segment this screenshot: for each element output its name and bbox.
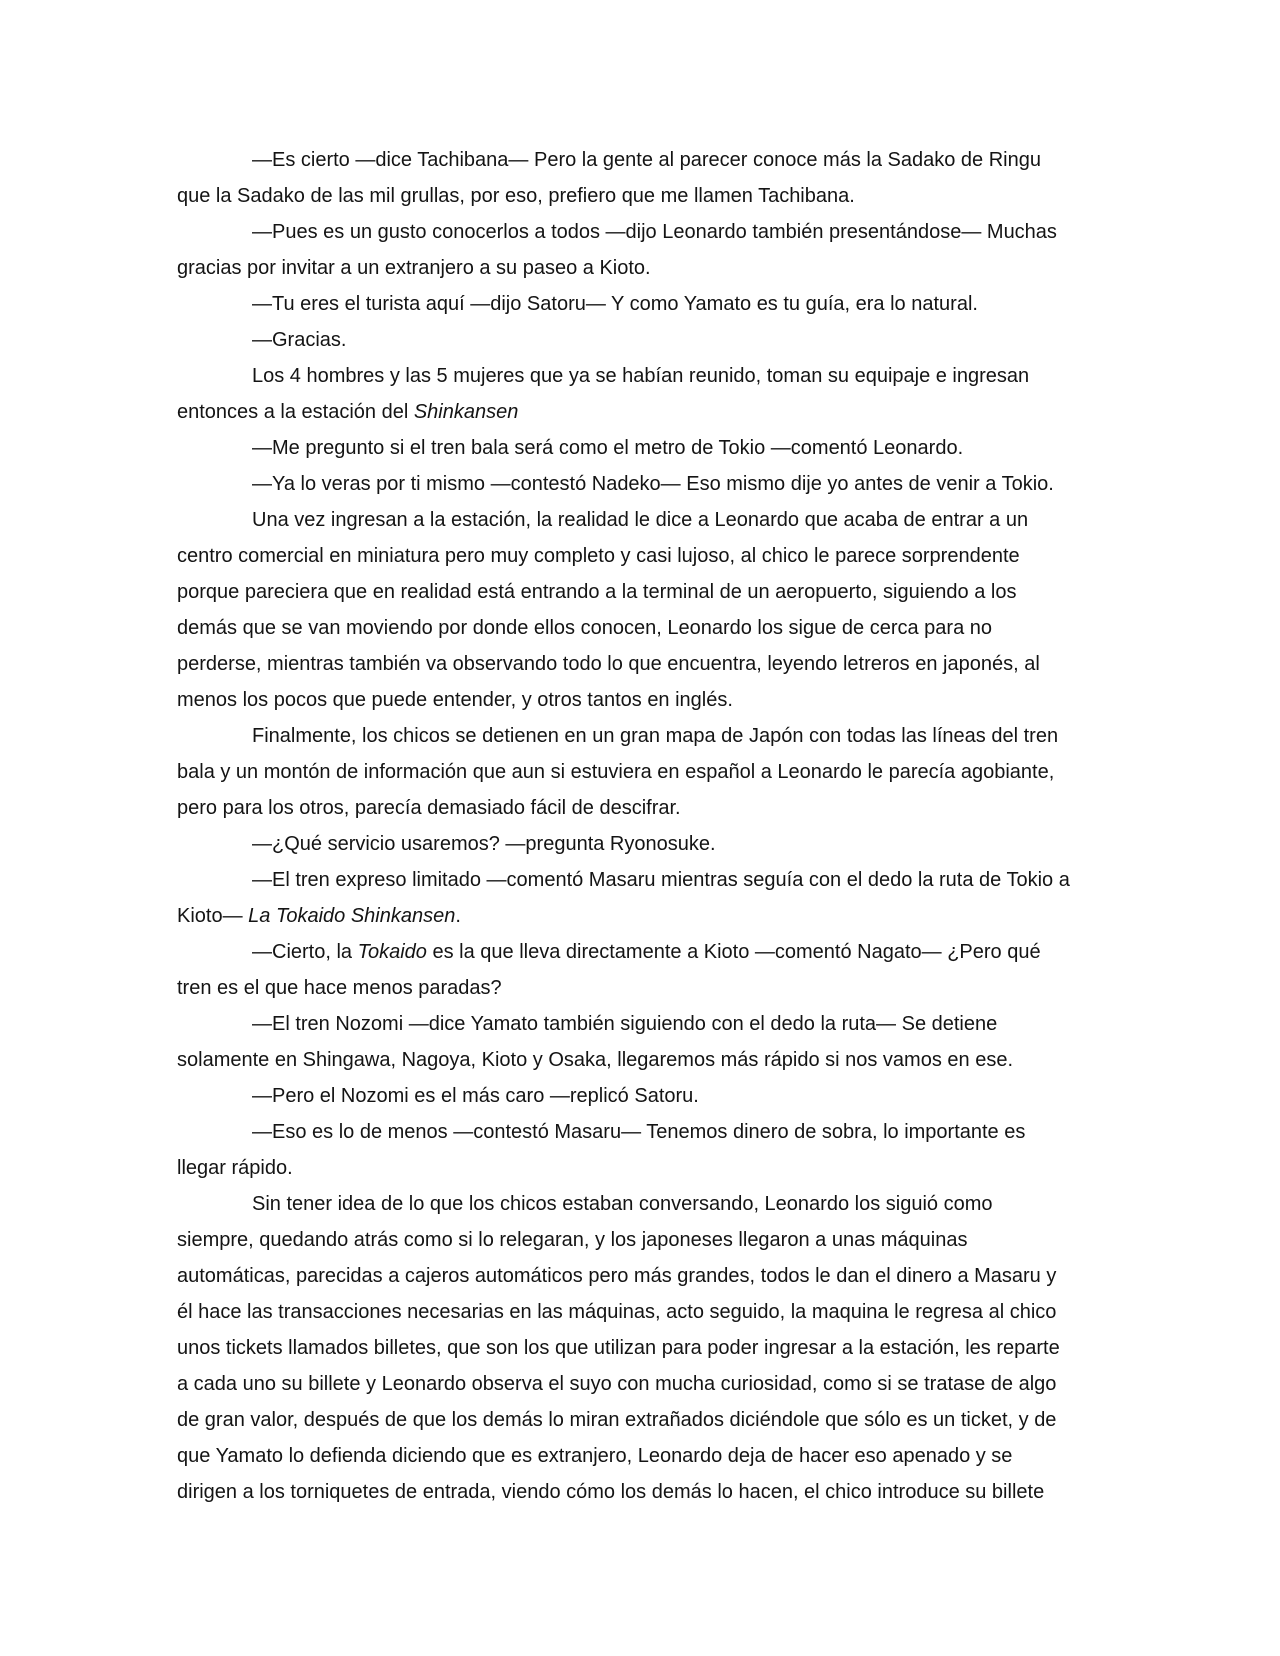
- text-line: a cada uno su billete y Leonardo observa el suyo con mucha curiosidad, como si se tratase de algo: [177, 1373, 1057, 1395]
- text-line: —El tren Nozomi —dice Yamato también siguiendo con el dedo la ruta— Se detiene: [252, 1013, 998, 1035]
- text-line: él hace las transacciones necesarias en las máquinas, acto seguido, la maquina le regresa al chico: [177, 1301, 1057, 1323]
- text-line: porque pareciera que en realidad está entrando a la terminal de un aeropuerto, siguiendo a los: [177, 581, 1017, 603]
- paragraph: [177, 934, 1117, 1006]
- text-line: centro comercial en miniatura pero muy completo y casi lujoso, al chico le parece sorprendente: [177, 545, 1020, 567]
- text-line: [177, 898, 1117, 934]
- paragraph: [177, 322, 1117, 358]
- text-line: automáticas, parecidas a cajeros automáticos pero más grandes, todos le dan el dinero a Masaru y: [177, 1265, 1057, 1287]
- paragraph: [177, 214, 1117, 286]
- text-line: —Me pregunto si el tren bala será como el metro de Tokio —comentó Leonardo.: [252, 437, 964, 459]
- text-line: Finalmente, los chicos se detienen en un gran mapa de Japón con todas las líneas del tren: [252, 725, 1059, 747]
- text-run: Kioto—: [177, 905, 249, 927]
- paragraph: [177, 286, 1117, 322]
- paragraph: [177, 430, 1117, 466]
- text-run: entonces a la estación del: [177, 401, 414, 423]
- text-line: Los 4 hombres y las 5 mujeres que ya se habían reunido, toman su equipaje e ingresan: [252, 365, 1030, 387]
- text-line: —Gracias.: [252, 329, 347, 351]
- text-line: Sin tener idea de lo que los chicos estaban conversando, Leonardo los siguió como: [252, 1193, 993, 1215]
- text-line: Una vez ingresan a la estación, la realidad le dice a Leonardo que acaba de entrar a un: [252, 509, 1029, 531]
- text-line: perderse, mientras también va observando todo lo que encuentra, leyendo letreros en japonés, al: [177, 653, 1040, 675]
- paragraph: [177, 358, 1117, 430]
- text-line: menos los pocos que puede entender, y otros tantos en inglés.: [177, 689, 733, 711]
- text-line: unos tickets llamados billetes, que son los que utilizan para poder ingresar a la estación, les reparte: [177, 1337, 1060, 1359]
- text-line: que la Sadako de las mil grullas, por eso, prefiero que me llamen Tachibana.: [177, 185, 855, 207]
- italic-term: La Tokaido Shinkansen: [248, 905, 456, 927]
- paragraph: [177, 1186, 1117, 1510]
- text-line: [177, 934, 1117, 970]
- italic-term: Tokaido: [357, 941, 427, 963]
- paragraph: [177, 142, 1117, 214]
- text-line: —Es cierto —dice Tachibana— Pero la gente al parecer conoce más la Sadako de Ringu: [252, 149, 1041, 171]
- text-line: demás que se van moviendo por donde ellos conocen, Leonardo los sigue de cerca para no: [177, 617, 992, 639]
- text-run: es la que lleva directamente a Kioto —comentó Nagato— ¿Pero qué: [426, 941, 1041, 963]
- text-line: [177, 394, 1117, 430]
- paragraph: [177, 1114, 1117, 1186]
- text-line: —¿Qué servicio usaremos? —pregunta Ryonosuke.: [252, 833, 716, 855]
- text-line: que Yamato lo defienda diciendo que es extranjero, Leonardo deja de hacer eso apenado y se: [177, 1445, 1013, 1467]
- text-line: tren es el que hace menos paradas?: [177, 977, 502, 999]
- text-line: llegar rápido.: [177, 1157, 293, 1179]
- text-run: .: [455, 905, 461, 927]
- paragraph: [177, 502, 1117, 718]
- text-line: siempre, quedando atrás como si lo relegaran, y los japoneses llegaron a unas máquinas: [177, 1229, 968, 1251]
- paragraph: [177, 862, 1117, 934]
- text-line: pero para los otros, parecía demasiado fácil de descifrar.: [177, 797, 681, 819]
- text-line: —El tren expreso limitado —comentó Masaru mientras seguía con el dedo la ruta de Tokio a: [252, 869, 1070, 891]
- text-line: —Pero el Nozomi es el más caro —replicó Satoru.: [252, 1085, 699, 1107]
- paragraph: [177, 826, 1117, 862]
- paragraph: [177, 466, 1117, 502]
- text-run: —Cierto, la: [252, 941, 358, 963]
- text-line: —Tu eres el turista aquí —dijo Satoru— Y como Yamato es tu guía, era lo natural.: [252, 293, 978, 315]
- paragraph: [177, 1006, 1117, 1078]
- text-line: dirigen a los torniquetes de entrada, viendo cómo los demás lo hacen, el chico introduce su billete: [177, 1481, 1045, 1503]
- text-line: —Ya lo veras por ti mismo —contestó Nadeko— Eso mismo dije yo antes de venir a Tokio.: [252, 473, 1054, 495]
- text-line: —Pues es un gusto conocerlos a todos —dijo Leonardo también presentándose— Muchas: [252, 221, 1057, 243]
- document-page: [177, 142, 1117, 1510]
- text-line: —Eso es lo de menos —contestó Masaru— Tenemos dinero de sobra, lo importante es: [252, 1121, 1026, 1143]
- italic-term: Shinkansen: [413, 401, 519, 423]
- text-line: bala y un montón de información que aun si estuviera en español a Leonardo le parecía agobiante,: [177, 761, 1055, 783]
- paragraph: [177, 718, 1117, 826]
- paragraph: [177, 1078, 1117, 1114]
- text-line: gracias por invitar a un extranjero a su paseo a Kioto.: [177, 257, 651, 279]
- text-line: de gran valor, después de que los demás lo miran extrañados diciéndole que sólo es un ticket, y de: [177, 1409, 1057, 1431]
- text-line: solamente en Shingawa, Nagoya, Kioto y Osaka, llegaremos más rápido si nos vamos en ese.: [177, 1049, 1013, 1071]
